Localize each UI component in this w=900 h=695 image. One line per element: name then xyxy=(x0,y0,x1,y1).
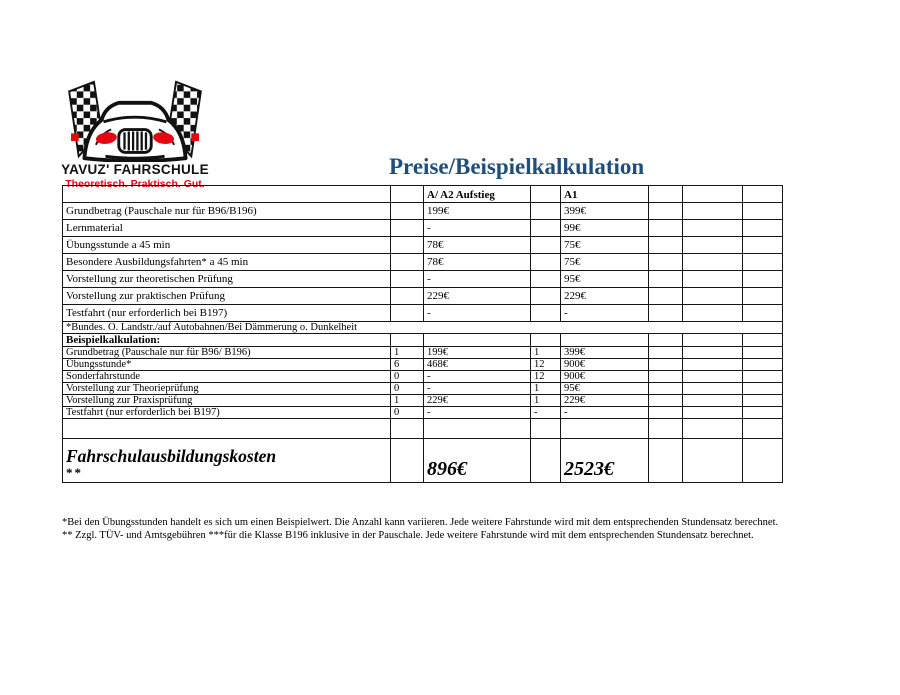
table-row xyxy=(63,220,783,237)
table-note-row xyxy=(63,322,783,334)
cell-qty-a: 0 xyxy=(391,371,424,383)
cell-price-a: - xyxy=(424,407,531,419)
cell-label: Übungsstunde a 45 min xyxy=(63,237,391,254)
cell-label: Grundbetrag (Pauschale nur für B96/ B196) xyxy=(63,347,391,359)
cell-label: Lernmaterial xyxy=(63,220,391,237)
calc-row xyxy=(63,407,783,419)
cell-price-a: 468€ xyxy=(424,359,531,371)
cell-qty-a: 0 xyxy=(391,383,424,395)
cell-label: Vorstellung zur Theorieprüfung xyxy=(63,383,391,395)
logo-name: YAVUZ' FAHRSCHULE xyxy=(61,162,209,177)
cell-qty-a1: 12 xyxy=(531,359,561,371)
header-col-a1: A1 xyxy=(561,186,649,203)
logo-tagline: Theoretisch. Praktisch. Gut. xyxy=(65,178,205,190)
cell-label: Sonderfahrstunde xyxy=(63,371,391,383)
cell-label: Testfahrt (nur erforderlich bei B197) xyxy=(63,407,391,419)
cell-price-a1: - xyxy=(561,407,649,419)
cell-price-a1: 399€ xyxy=(561,347,649,359)
table-row xyxy=(63,271,783,288)
price-table xyxy=(62,185,783,483)
table-row xyxy=(63,254,783,271)
cell-price-a1: 95€ xyxy=(561,271,649,288)
total-row xyxy=(63,439,783,483)
cell-price-a1: 229€ xyxy=(561,288,649,305)
cell-price-a: - xyxy=(424,305,531,322)
note-cell: *Bundes. O. Landstr./auf Autobahnen/Bei Dämmerung o. Dunkelheit xyxy=(63,322,783,334)
cell-label: Besondere Ausbildungsfahrten* a 45 min xyxy=(63,254,391,271)
header-col-a: A/ A2 Aufstieg xyxy=(424,186,531,203)
cell-price-a: - xyxy=(424,383,531,395)
cell-label: Übungsstunde* xyxy=(63,359,391,371)
header-empty xyxy=(649,186,683,203)
cell-label: Vorstellung zur praktischen Prüfung xyxy=(63,288,391,305)
cell-price-a1: 75€ xyxy=(561,254,649,271)
cell-qty-a1: 1 xyxy=(531,347,561,359)
calc-row xyxy=(63,347,783,359)
cell-qty-a: 1 xyxy=(391,395,424,407)
cell-price-a1: 99€ xyxy=(561,220,649,237)
cell-qty-a: 1 xyxy=(391,347,424,359)
cell-price-a: 229€ xyxy=(424,288,531,305)
cell-price-a: 78€ xyxy=(424,237,531,254)
cell-price-a: 199€ xyxy=(424,203,531,220)
footnote-1: *Bei den Übungsstunden handelt es sich um einen Beispielwert. Die Anzahl kann variieren. Jede weitere Fahrstunde wird mit dem entsprechenden Stundensatz berechnet. xyxy=(62,517,779,528)
header-empty xyxy=(743,186,783,203)
cell-price-a: - xyxy=(424,371,531,383)
total-label: Fahrschulausbildungskosten xyxy=(66,445,277,466)
cell-price-a1: 900€ xyxy=(561,371,649,383)
table-row xyxy=(63,305,783,322)
header-empty xyxy=(391,186,424,203)
table-header-row xyxy=(63,186,783,203)
cell-price-a: - xyxy=(424,271,531,288)
header-empty xyxy=(683,186,743,203)
cell-price-a1: 95€ xyxy=(561,383,649,395)
cell-price-a: 199€ xyxy=(424,347,531,359)
footnote-2: ** Zzgl. TÜV- und Amtsgebühren ***für die Klasse B196 inklusive in der Pauschale. Jede weitere Fahrstunde wird mit dem entsprechenden Stundensatz berechnet. xyxy=(62,530,754,541)
table-row xyxy=(63,288,783,305)
cell-qty-a1: 1 xyxy=(531,383,561,395)
cell-price-a1: 75€ xyxy=(561,237,649,254)
calc-section-label: Beispielkalkulation: xyxy=(63,334,391,347)
total-stars: ** xyxy=(66,465,83,480)
cell-label: Testfahrt (nur erforderlich bei B197) xyxy=(63,305,391,322)
table-row xyxy=(63,237,783,254)
cell-label: Vorstellung zur theoretischen Prüfung xyxy=(63,271,391,288)
calc-row xyxy=(63,359,783,371)
cell-price-a1: 229€ xyxy=(561,395,649,407)
header-empty xyxy=(63,186,391,203)
logo-car-icon xyxy=(63,78,207,162)
cell-qty-a: 6 xyxy=(391,359,424,371)
cell-qty-a1: 12 xyxy=(531,371,561,383)
calc-row xyxy=(63,383,783,395)
table-row xyxy=(63,203,783,220)
cell-label: Grundbetrag (Pauschale nur für B96/B196) xyxy=(63,203,391,220)
cell-qty-a1: 1 xyxy=(531,395,561,407)
cell-price-a: 229€ xyxy=(424,395,531,407)
cell-price-a1: 900€ xyxy=(561,359,649,371)
total-price-a1: 2523€ xyxy=(564,458,614,480)
cell-price-a: - xyxy=(424,220,531,237)
cell-qty-a1: - xyxy=(531,407,561,419)
cell-qty-a: 0 xyxy=(391,407,424,419)
fahrschule-logo xyxy=(60,78,210,190)
spacer-row xyxy=(63,419,783,439)
cell-price-a1: - xyxy=(561,305,649,322)
header-empty xyxy=(531,186,561,203)
calc-section-header-row xyxy=(63,334,783,347)
cell-label: Vorstellung zur Praxisprüfung xyxy=(63,395,391,407)
cell-price-a: 78€ xyxy=(424,254,531,271)
page-title: Preise/Beispielkalkulation xyxy=(389,154,645,179)
footnotes xyxy=(62,516,822,542)
calc-row xyxy=(63,371,783,383)
total-label-cell xyxy=(63,439,391,483)
calc-row xyxy=(63,395,783,407)
total-price-a: 896€ xyxy=(427,458,467,480)
cell-price-a1: 399€ xyxy=(561,203,649,220)
